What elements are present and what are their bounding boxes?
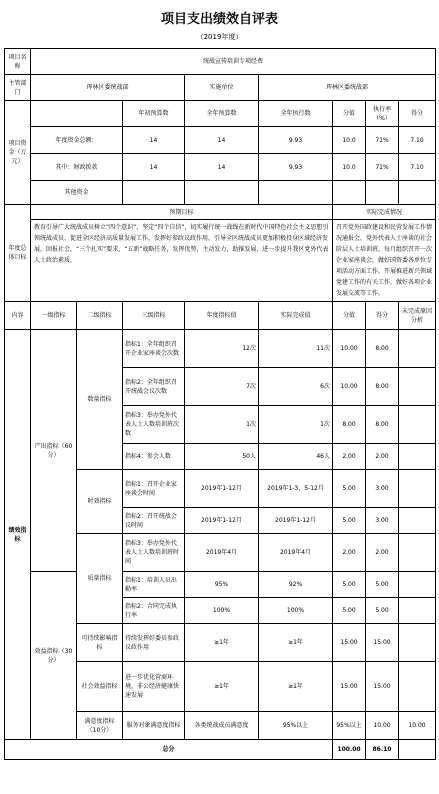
service-label: 服务对象满意度指标 (123, 712, 185, 740)
indicator-score: 2.00 (333, 444, 366, 470)
benefit-label: 效益指标（30分） (31, 572, 77, 740)
indicator-score: 10.00 (366, 712, 399, 740)
indicator-name: 指标3：举办党外代表人士人数培训班次数 (123, 406, 185, 444)
goal-expected-header: 预期目标 (31, 205, 333, 220)
total-label: 总分 (5, 740, 333, 760)
ind-header-reason: 未完成原因分析 (399, 302, 436, 330)
fund-cell (123, 181, 185, 205)
indicator-name: 指标3：举办党外代表人士人数培训班时间 (123, 534, 185, 572)
indicator-actual: 6次 (259, 368, 333, 406)
goal-actual-header: 实际完成情况 (333, 205, 436, 220)
indicator-target: 95%以上 (259, 712, 333, 740)
indicator-name: 指标4：参会人数 (123, 444, 185, 470)
indicator-name: 进一步优化营商环境，非公经济健康快速发展 (123, 662, 185, 712)
indicator-reason (399, 508, 436, 534)
indicator-target: 7次 (185, 368, 259, 406)
satisfaction-label: 满意度指标（10分） (77, 712, 123, 740)
fund-header-rate: 执行率（%） (366, 101, 399, 127)
indicator-reason (399, 662, 436, 712)
indicator-actual: ≥1年 (259, 624, 333, 662)
fund-cell (333, 181, 366, 205)
indicator-name: 指标1：全年组织召开企业家座谈会次数 (123, 330, 185, 368)
output-label: 产出指标（60分） (31, 330, 77, 572)
fund-cell (259, 181, 333, 205)
indicator-reason (399, 572, 436, 598)
indicator-actual: ≥1年 (259, 662, 333, 712)
time-label: 时效指标 (77, 470, 123, 534)
indicator-score: 8.00 (333, 406, 366, 444)
indicator-score: 15.00 (333, 624, 366, 662)
indicator-name: 指标1：培训人员出勤率 (123, 572, 185, 598)
indicator-target: 95% (185, 572, 259, 598)
fund-cell: 71% (366, 154, 399, 181)
indicator-name: 持续发挥好委员参政议政作用 (123, 624, 185, 662)
dept-value: 珲林区委统战部 (31, 75, 185, 101)
indicator-actual: 2019年1-12月 (259, 508, 333, 534)
indicator-score: 5.00 (333, 470, 366, 508)
impl-label: 实施单位 (185, 75, 259, 101)
indicator-name: 指标2：全年组织召开统战会议次数 (123, 368, 185, 406)
goal-header-row (5, 205, 436, 220)
indicator-got: 15.00 (366, 662, 399, 712)
indicator-reason (399, 624, 436, 662)
fund-cell: 71% (366, 127, 399, 154)
fund-cell: 14 (123, 154, 185, 181)
fund-header-score: 分值 (333, 101, 366, 127)
indicator-got: 5.00 (366, 598, 399, 624)
fund-cell (399, 181, 436, 205)
goal-actual-text: 召开党外国政建设和民营发展工作情况通报会，党外代表人士座谈的社会阶层人士培训班，每月组织召开一次企业家座谈会，做好国资委各单位专项活动方面工作，开展推进新兴领域党建工作的有关工作，做好各项企业发展交流等工作。 (333, 220, 436, 302)
indicator-row (5, 330, 436, 368)
evaluation-table (4, 48, 436, 760)
fund-cell (366, 181, 399, 205)
fund-cell: 7.10 (399, 127, 436, 154)
indicator-score: 5.00 (333, 508, 366, 534)
ind-header-level1: 一级指标 (31, 302, 77, 330)
indicator-name: 各类统战成员满意度 (185, 712, 259, 740)
indicator-reason (399, 330, 436, 368)
dept-row (5, 75, 436, 101)
ind-header-score: 分值 (333, 302, 366, 330)
project-name-value: 统战宣传培训专项经费 (31, 49, 436, 75)
indicator-name: 指标2：合同完成执行率 (123, 598, 185, 624)
sustain-label: 可持续影响指标 (77, 624, 123, 662)
indicator-got: 3.00 (366, 508, 399, 534)
fund-cell: 7.10 (399, 154, 436, 181)
fund-cell: 10.0 (333, 127, 366, 154)
fund-header-got: 得分 (399, 101, 436, 127)
indicator-actual: 2019年1-3、5-12月 (259, 470, 333, 508)
fund-row-label: 其中：财政拨款 (31, 154, 123, 181)
ind-header-level3: 三级指标 (123, 302, 185, 330)
indicator-actual: 46人 (259, 444, 333, 470)
indicator-got: 2.00 (366, 534, 399, 572)
fund-row (5, 154, 436, 181)
fund-cell: 10.0 (333, 154, 366, 181)
indicator-target: 2019年1-12月 (185, 508, 259, 534)
indicator-target: ≥1年 (185, 662, 259, 712)
fund-cell: 9.93 (259, 154, 333, 181)
indicator-got: 2.00 (366, 444, 399, 470)
fund-cell: 14 (123, 127, 185, 154)
page-title: 项目支出绩效自评表 (160, 12, 278, 27)
ind-header-got: 得分 (366, 302, 399, 330)
indicator-got: 15.00 (366, 624, 399, 662)
indicator-score: 2.00 (333, 534, 366, 572)
indicator-name: 指标2：召开统战会议时间 (123, 508, 185, 534)
indicator-actual: 2019年4月 (259, 534, 333, 572)
fund-cell: 9.93 (259, 127, 333, 154)
indicator-target: ≥1年 (185, 624, 259, 662)
indicator-reason (399, 444, 436, 470)
indicator-score: 5.00 (333, 572, 366, 598)
goal-expected-text: 教育引导广大统战成员树立“四个意识”，坚定“四个自信”，切实履行统一战线在新时代中国特色社会主义思想引领统战成员、促进全区经济高质量发展工作，发挥好参政议政作用，引导全区统战成员更加积极投身区域经济发展，回报社会，“三个扎实”要求，“五新”战略任务，发挥优势，主动发力，助推发展，进一步提升我区党外代表人士政治素质。 (31, 220, 333, 302)
fund-header-row (5, 101, 436, 127)
indicator-score: 10.00 (333, 368, 366, 406)
fund-row (5, 181, 436, 205)
fund-row-label: 其他资金 (31, 181, 123, 205)
ind-header-level2: 二级指标 (77, 302, 123, 330)
indicator-name: 指标1：召开企业家座谈会时间 (123, 470, 185, 508)
project-name-row (5, 49, 436, 75)
ind-header-target: 年度指标值 (185, 302, 259, 330)
indicator-target: 2019年1-12月 (185, 470, 259, 508)
total-row (5, 740, 436, 760)
year-subtitle: （2019年度） (196, 33, 243, 41)
fund-header-executed: 全年执行数 (259, 101, 333, 127)
dept-label: 主管部门 (5, 75, 31, 101)
indicator-actual: 11次 (259, 330, 333, 368)
quantity-label: 数量指标 (77, 330, 123, 470)
indicator-actual: 1次 (259, 406, 333, 444)
ind-header-content: 内容 (5, 302, 31, 330)
fund-row-label: 年度资金总额： (31, 127, 123, 154)
indicator-got: 10.00 (399, 712, 436, 740)
indicator-reason (399, 470, 436, 508)
indicator-target: 1次 (185, 406, 259, 444)
perf-label: 绩效指标 (5, 330, 31, 740)
indicator-actual: 95%以上 (333, 712, 366, 740)
indicator-got: 8.00 (366, 406, 399, 444)
goal-label: 年度总体目标 (5, 205, 31, 302)
fund-header-blank (31, 101, 123, 127)
social-label: 社会效益指标 (77, 662, 123, 712)
fund-cell (185, 181, 259, 205)
indicator-score: 15.00 (333, 662, 366, 712)
fund-label: 项目资金（万元） (5, 101, 31, 205)
indicator-target: 2019年4月 (185, 534, 259, 572)
indicator-got: 8.00 (366, 330, 399, 368)
indicator-reason (399, 598, 436, 624)
goal-content-row (5, 220, 436, 302)
indicator-reason (399, 534, 436, 572)
indicator-got: 5.00 (366, 572, 399, 598)
fund-cell: 14 (185, 154, 259, 181)
indicator-reason (399, 406, 436, 444)
fund-row (5, 127, 436, 154)
indicator-score: 10.00 (333, 330, 366, 368)
impl-value: 珲林区委统战部 (259, 75, 436, 101)
indicator-score: 5.00 (333, 598, 366, 624)
total-reason (399, 740, 436, 760)
indicator-row (5, 572, 436, 598)
fund-cell: 14 (185, 127, 259, 154)
indicator-got: 3.00 (366, 470, 399, 508)
fund-header-initial: 年初预算数 (123, 101, 185, 127)
ind-header-actual: 实际完成值 (259, 302, 333, 330)
total-score: 100.00 (333, 740, 366, 760)
quality-label: 质量指标 (77, 534, 123, 624)
indicator-reason (399, 368, 436, 406)
project-name-label: 项目名称 (5, 49, 31, 75)
indicator-header-row (5, 302, 436, 330)
indicator-got: 8.00 (366, 368, 399, 406)
indicator-target: 100% (185, 598, 259, 624)
indicator-actual: 100% (259, 598, 333, 624)
indicator-target: 12次 (185, 330, 259, 368)
fund-header-annual: 全年预算数 (185, 101, 259, 127)
indicator-target: 50人 (185, 444, 259, 470)
indicator-actual: 92% (259, 572, 333, 598)
total-got: 86.10 (366, 740, 399, 760)
